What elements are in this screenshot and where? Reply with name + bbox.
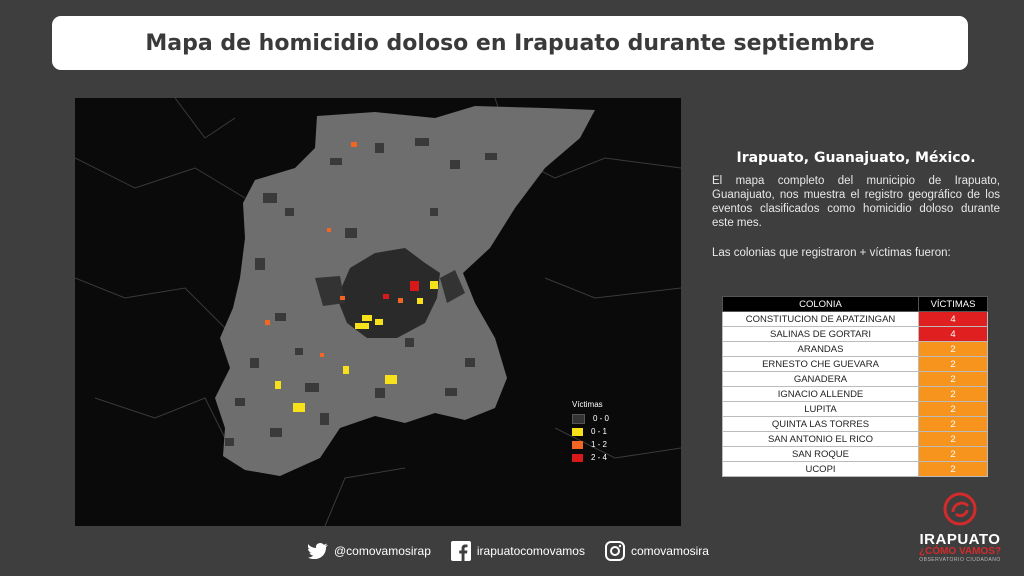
table-row bbox=[723, 462, 988, 477]
info-subtitle: Las colonias que registraron + víctimas fueron: bbox=[712, 247, 951, 259]
title-bar bbox=[52, 16, 968, 70]
table-row bbox=[723, 357, 988, 372]
legend-swatch bbox=[572, 414, 585, 424]
colonia-cell: CONSTITUCION DE APATZINGAN bbox=[723, 312, 919, 327]
legend-item bbox=[572, 425, 609, 438]
colonia-cell: IGNACIO ALLENDE bbox=[723, 387, 919, 402]
legend-swatch bbox=[572, 441, 583, 449]
victims-table bbox=[722, 296, 988, 477]
victimas-cell: 2 bbox=[919, 432, 988, 447]
table-header-row bbox=[723, 297, 988, 312]
legend-label: 2 - 4 bbox=[591, 453, 608, 462]
colonia-cell: QUINTA LAS TORRES bbox=[723, 417, 919, 432]
legend-swatch bbox=[572, 428, 583, 436]
map-legend bbox=[572, 400, 609, 464]
legend-title: Víctimas bbox=[572, 400, 603, 409]
instagram-icon bbox=[605, 541, 625, 561]
header-colonia: COLONIA bbox=[723, 297, 919, 312]
info-heading: Irapuato, Guanajuato, México. bbox=[736, 150, 976, 166]
legend-label: 1 - 2 bbox=[591, 440, 608, 449]
social-footer bbox=[308, 541, 729, 561]
logo-line1: IRAPUATO bbox=[919, 531, 1001, 548]
info-paragraph: El mapa completo del municipio de Irapuato, Guanajuato, nos muestra el registro geográfico de los eventos clasificados como homicidio doloso durante este mes. bbox=[712, 175, 1000, 229]
legend-item bbox=[572, 438, 609, 451]
facebook-link[interactable] bbox=[451, 541, 585, 561]
twitter-handle: @comovamosirap bbox=[334, 544, 431, 558]
table-row bbox=[723, 372, 988, 387]
colonia-cell: GANADERA bbox=[723, 372, 919, 387]
map-panel bbox=[75, 98, 681, 526]
colonia-cell: SAN ROQUE bbox=[723, 447, 919, 462]
table-row bbox=[723, 417, 988, 432]
victimas-cell: 2 bbox=[919, 402, 988, 417]
header-victimas: VÍCTIMAS bbox=[919, 297, 988, 312]
legend-label: 0 - 1 bbox=[591, 427, 608, 436]
legend-swatch bbox=[572, 454, 583, 462]
twitter-icon bbox=[308, 543, 328, 559]
victimas-cell: 2 bbox=[919, 357, 988, 372]
table-row bbox=[723, 312, 988, 327]
victimas-cell: 2 bbox=[919, 372, 988, 387]
legend-item bbox=[572, 451, 609, 464]
legend-item bbox=[572, 412, 609, 425]
victimas-cell: 2 bbox=[919, 342, 988, 357]
logo-line2: ¿CÓMO VAMOS? bbox=[918, 546, 1002, 557]
victimas-cell: 2 bbox=[919, 447, 988, 462]
victimas-cell: 4 bbox=[919, 312, 988, 327]
brand-logo bbox=[910, 492, 1010, 563]
colonia-cell: SALINAS DE GORTARI bbox=[723, 327, 919, 342]
facebook-handle: irapuatocomovamos bbox=[476, 544, 585, 558]
colonia-cell: UCOPI bbox=[723, 462, 919, 477]
table-row bbox=[723, 432, 988, 447]
table-row bbox=[723, 447, 988, 462]
colonia-cell: ARANDAS bbox=[723, 342, 919, 357]
victimas-cell: 2 bbox=[919, 462, 988, 477]
victimas-cell: 2 bbox=[919, 387, 988, 402]
facebook-icon bbox=[451, 541, 471, 561]
table-row bbox=[723, 402, 988, 417]
twitter-link[interactable] bbox=[308, 543, 431, 559]
instagram-link[interactable] bbox=[605, 541, 709, 561]
victimas-cell: 4 bbox=[919, 327, 988, 342]
colonia-cell: SAN ANTONIO EL RICO bbox=[723, 432, 919, 447]
info-panel bbox=[712, 150, 1000, 276]
logo-mark-icon bbox=[943, 492, 977, 526]
logo-line3: OBSERVATORIO CIUDADANO bbox=[919, 557, 1001, 563]
table-row bbox=[723, 327, 988, 342]
instagram-handle: comovamosira bbox=[630, 544, 709, 558]
victimas-cell: 2 bbox=[919, 417, 988, 432]
table-row bbox=[723, 342, 988, 357]
legend-label: 0 - 0 bbox=[593, 414, 610, 423]
colonia-cell: LUPITA bbox=[723, 402, 919, 417]
table-row bbox=[723, 387, 988, 402]
page-title: Mapa de homicidio doloso en Irapuato durante septiembre bbox=[145, 30, 875, 56]
colonia-cell: ERNESTO CHE GUEVARA bbox=[723, 357, 919, 372]
